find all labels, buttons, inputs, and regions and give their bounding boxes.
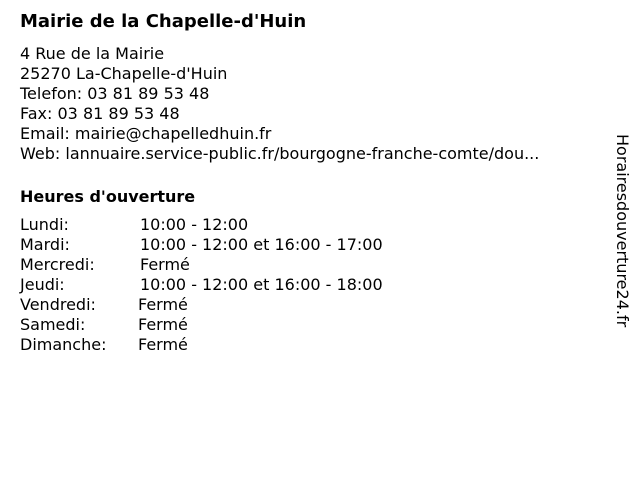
email-line (20, 124, 610, 144)
hours-row-mardi (20, 235, 610, 255)
time-value: Fermé (138, 315, 188, 334)
phone-link[interactable]: 03 81 89 53 48 (87, 84, 210, 103)
hours-row-samedi (20, 315, 610, 335)
web-link[interactable]: lannuaire.service-public.fr/bourgogne-franche-comte/dou... (65, 144, 540, 163)
day-label: Mardi: (20, 235, 70, 254)
hours-row-dimanche (20, 335, 610, 355)
address-street: 4 Rue de la Mairie (20, 44, 165, 63)
day-label: Samedi: (20, 315, 86, 334)
phone-line (20, 84, 610, 104)
hours-row-jeudi (20, 275, 610, 295)
page-title: Mairie de la Chapelle-d'Huin (20, 11, 307, 32)
time-value: Fermé (138, 295, 188, 314)
hours-table (20, 215, 610, 355)
hours-row-mercredi (20, 255, 610, 275)
time-value: 10:00 - 12:00 (140, 215, 249, 234)
fax-line (20, 104, 610, 124)
email-label: Email: (20, 124, 70, 143)
web-label: Web: (20, 144, 61, 163)
day-label: Lundi: (20, 215, 69, 234)
day-label: Mercredi: (20, 255, 95, 274)
day-label: Jeudi: (20, 275, 65, 294)
phone-label: Telefon: (20, 84, 83, 103)
day-label: Dimanche: (20, 335, 107, 354)
site-brand: Horairesdouverture24.fr (613, 134, 632, 328)
day-label: Vendredi: (20, 295, 96, 314)
email-link[interactable]: mairie@chapelledhuin.fr (74, 124, 272, 143)
hours-heading: Heures d'ouverture (20, 187, 196, 206)
time-value: Fermé (138, 335, 188, 354)
hours-row-vendredi (20, 295, 610, 315)
business-card (20, 8, 610, 355)
time-value: 10:00 - 12:00 et 16:00 - 18:00 (140, 275, 383, 294)
fax-value: 03 81 89 53 48 (57, 104, 180, 123)
time-value: 10:00 - 12:00 et 16:00 - 17:00 (140, 235, 383, 254)
hours-row-lundi (20, 215, 610, 235)
fax-label: Fax: (20, 104, 53, 123)
address-city: 25270 La-Chapelle-d'Huin (20, 64, 228, 83)
web-line (20, 144, 610, 164)
time-value: Fermé (140, 255, 190, 274)
